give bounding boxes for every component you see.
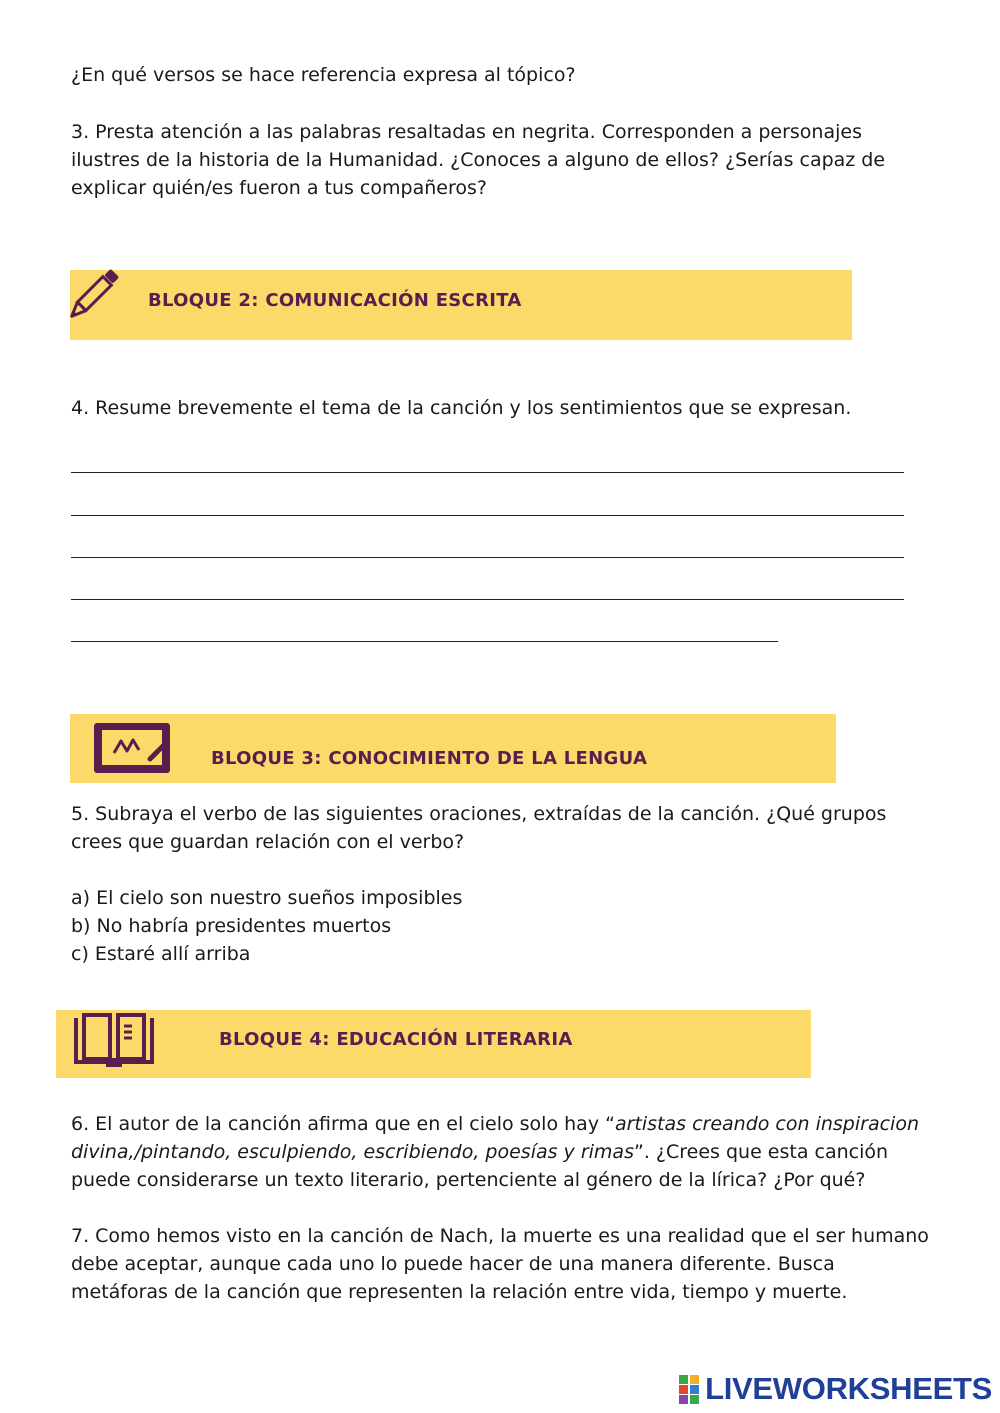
sentence-b: b) No habría presidentes muertos	[71, 915, 392, 937]
liveworksheets-wordmark: LIVEWORKSHEETS	[705, 1371, 992, 1406]
answer-line[interactable]	[71, 515, 904, 516]
pencil-icon	[62, 262, 124, 328]
answer-line[interactable]	[71, 599, 904, 600]
liveworksheets-logo-icon	[677, 1373, 701, 1405]
answer-line[interactable]	[71, 641, 778, 642]
question-7: 7. Como hemos visto en la canción de Nach, la muerte es una realidad que el ser humano debe aceptar, aunque cada uno lo puede hacer de una manera diferente. Busca metáforas de la canción que representen la relación entre vida, tiempo y muerte.	[71, 1225, 929, 1303]
sentence-a: a) El cielo son nuestro sueños imposibles	[71, 887, 463, 909]
question-3: 3. Presta atención a las palabras resaltadas en negrita. Corresponden a personajes ilustres de la historia de la Humanidad. ¿Conoces a alguno de ellos? ¿Serías capaz de explicar quién/es fueron a tus compañeros?	[71, 121, 886, 199]
question-6	[71, 1110, 931, 1194]
liveworksheets-brand	[677, 1371, 992, 1407]
bloque-3-title: BLOQUE 3: CONOCIMIENTO DE LA LENGUA	[211, 748, 648, 769]
blackboard-icon	[90, 719, 176, 777]
bloque-2-title: BLOQUE 2: COMUNICACIÓN ESCRITA	[148, 290, 522, 311]
question-5: 5. Subraya el verbo de las siguientes oraciones, extraídas de la canción. ¿Qué grupos crees que guardan relación con el verbo?	[71, 803, 887, 853]
bloque-4-title: BLOQUE 4: EDUCACIÓN LITERARIA	[219, 1029, 573, 1050]
question-6-lead: 6. El autor de la canción afirma que en el cielo solo hay “	[71, 1113, 615, 1135]
question-4: 4. Resume brevemente el tema de la canción y los sentimientos que se expresan.	[71, 397, 852, 419]
question-6-quote: artistas creando con inspiracion divina,/pintando, esculpiendo, escribiendo, poesías y rimas	[71, 1113, 919, 1163]
answer-line[interactable]	[71, 472, 904, 473]
book-icon	[72, 1012, 156, 1070]
sentence-c: c) Estaré allí arriba	[71, 943, 251, 965]
question-2-tail: ¿En qué versos se hace referencia expresa al tópico?	[71, 64, 576, 86]
answer-line[interactable]	[71, 557, 904, 558]
question-6-tail: ”. ¿Crees que esta canción puede considerarse un texto literario, pertenciente al género de la lírica? ¿Por qué?	[71, 1141, 889, 1191]
